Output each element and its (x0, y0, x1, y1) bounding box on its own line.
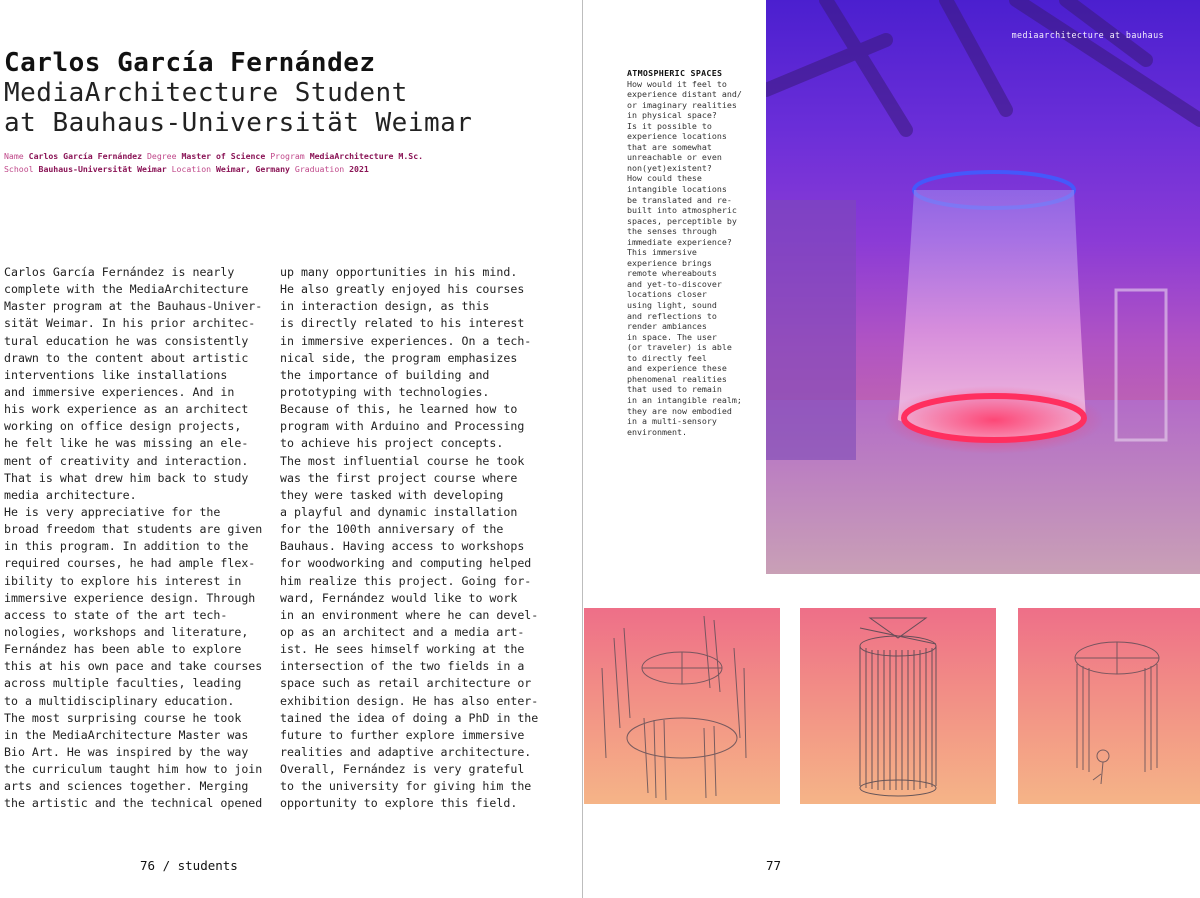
meta-name-label: Name (4, 151, 24, 161)
body-line: across multiple faculties, leading (4, 676, 242, 691)
render-closed-curtain (800, 608, 996, 804)
body-line: broad freedom that students are given (4, 522, 263, 537)
body-line: in immersive experiences. On a tech- (280, 333, 532, 348)
sidebar-line: that are somewhat (627, 141, 712, 152)
body-line: Fernández has been able to explore (4, 642, 242, 657)
meta-school-value: Bauhaus-Universität Weimar (38, 164, 167, 174)
installation-photo (766, 0, 1200, 574)
body-line: the importance of building and (280, 367, 490, 382)
body-line: He is very appreciative for the (4, 504, 221, 519)
body-line: ist. He sees himself working at the (280, 642, 525, 657)
meta-line-1 (4, 150, 574, 163)
render-exploded-illustration (584, 608, 780, 804)
sidebar-line: locations closer (627, 289, 707, 300)
render-visitor-view (1018, 608, 1200, 804)
body-line: Carlos García Fernández is nearly (4, 265, 235, 279)
body-line: was the first project course where (280, 470, 518, 485)
meta-location-value: Weimar, Germany (216, 164, 290, 174)
body-line: in an environment where he can devel- (280, 607, 539, 622)
sidebar-line: How could these (627, 173, 702, 184)
page-number-left: 76 / students (140, 858, 238, 873)
body-line: working on office design projects, (4, 419, 242, 434)
meta-line-2 (4, 163, 574, 176)
body-line: a playful and dynamic installation (280, 504, 518, 519)
body-line: in interaction design, as this (280, 299, 490, 314)
body-line: tural education he was consistently (4, 333, 249, 348)
body-line: is directly related to his interest (280, 316, 525, 331)
sidebar-line: (or traveler) is able (627, 342, 732, 353)
body-line: and immersive experiences. And in (4, 384, 235, 399)
article-title (4, 48, 564, 138)
sidebar-line: the senses through (627, 226, 717, 237)
sidebar-line: using light, sound (627, 300, 717, 311)
body-line: they were tasked with developing (280, 487, 504, 502)
body-line: the artistic and the technical opened (4, 796, 263, 811)
sidebar-line: that used to remain (627, 384, 722, 395)
body-line: opportunity to explore this field. (280, 796, 518, 811)
body-line: Bio Art. He was inspired by the way (4, 744, 249, 759)
body-line: tained the idea of doing a PhD in the (280, 710, 539, 725)
meta-graduation-value: 2021 (349, 164, 369, 174)
body-line: Bauhaus. Having access to workshops (280, 539, 525, 554)
student-meta (4, 150, 574, 176)
body-line: program with Arduino and Processing (280, 419, 525, 434)
sidebar-line: in physical space? (627, 110, 717, 121)
title-role-line-2: at Bauhaus-Universität Weimar (4, 108, 473, 138)
sidebar-line: remote whereabouts (627, 268, 717, 279)
body-line: in the MediaArchitecture Master was (4, 727, 249, 742)
body-line: to achieve his project concepts. (280, 436, 504, 451)
body-line: to a multidisciplinary education. (4, 693, 235, 708)
body-line: ment of creativity and interaction. (4, 453, 249, 468)
sidebar-line: This immersive (627, 247, 697, 258)
render-closed-illustration (800, 608, 996, 804)
meta-name-value: Carlos García Fernández (28, 151, 143, 161)
body-column-1 (4, 264, 270, 813)
body-line: media architecture. (4, 487, 137, 502)
body-line: nical side, the program emphasizes (280, 350, 518, 365)
sidebar-line: built into atmospheric (627, 205, 737, 216)
body-line: prototyping with technologies. (280, 384, 490, 399)
sidebar-line: to directly feel (627, 352, 707, 363)
body-line: future to further explore immersive (280, 727, 525, 742)
sidebar-line: How would it feel to (627, 78, 727, 89)
running-head: mediaarchitecture at bauhaus (1011, 30, 1164, 40)
sidebar-line: immediate experience? (627, 236, 732, 247)
meta-program-label: Program (270, 151, 305, 161)
body-column-2 (280, 264, 550, 813)
sidebar-line: render ambiances (627, 321, 707, 332)
meta-school-label: School (4, 164, 34, 174)
body-line: ibility to explore his interest in (4, 573, 242, 588)
sidebar-line: in space. The user (627, 331, 717, 342)
body-line: sität Weimar. In his prior architec- (4, 316, 256, 331)
body-line: The most surprising course he took (4, 710, 242, 725)
spread-gutter (582, 0, 583, 898)
body-line: in this program. In addition to the (4, 539, 249, 554)
body-line: him realize this project. Going for- (280, 573, 532, 588)
sidebar-line: intangible locations (627, 184, 727, 195)
sidebar-line: in an intangible realm; (627, 394, 742, 405)
title-role-line-1: MediaArchitecture Student (4, 78, 408, 108)
sidebar-line: experience distant and/ (627, 89, 742, 100)
body-line: complete with the MediaArchitecture (4, 282, 249, 297)
sidebar-line: in a multi-sensory (627, 416, 717, 427)
sidebar-heading: ATMOSPHERIC SPACES (627, 68, 723, 78)
body-line: to the university for giving him the (280, 779, 532, 794)
photo-door (766, 200, 856, 460)
title-name: Carlos García Fernández (4, 48, 376, 78)
body-line: immersive experience design. Through (4, 590, 256, 605)
body-line: He also greatly enjoyed his courses (280, 282, 525, 297)
body-line: op as an architect and a media art- (280, 624, 525, 639)
body-line: the curriculum taught him how to join (4, 762, 263, 777)
sidebar-line: experience brings (627, 257, 712, 268)
meta-degree-label: Degree (146, 151, 177, 161)
body-line: this at his own pace and take courses (4, 659, 263, 674)
body-line: The most influential course he took (280, 453, 525, 468)
render-visitor-illustration (1018, 608, 1200, 804)
body-line: exhibition design. He has also enter- (280, 693, 539, 708)
body-line: access to state of the art tech- (4, 607, 228, 622)
sidebar-line: or imaginary realities (627, 99, 737, 110)
sidebar-line: unreachable or even (627, 152, 722, 163)
body-line: ward, Fernández would like to work (280, 590, 518, 605)
body-line: up many opportunities in his mind. (280, 265, 518, 279)
body-line: nologies, workshops and literature, (4, 624, 249, 639)
body-line: his work experience as an architect (4, 402, 249, 417)
meta-degree-value: Master of Science (181, 151, 266, 161)
body-line: Because of this, he learned how to (280, 402, 518, 417)
body-line: for woodworking and computing helped (280, 556, 532, 571)
body-line: Master program at the Bauhaus-Univer- (4, 299, 263, 314)
body-line: he felt like he was missing an ele- (4, 436, 249, 451)
body-line: arts and sciences together. Merging (4, 779, 249, 794)
installation-photo-illustration (766, 0, 1200, 574)
meta-graduation-label: Graduation (294, 164, 345, 174)
render-exploded-view (584, 608, 780, 804)
meta-program-value: MediaArchitecture M.Sc. (309, 151, 424, 161)
sidebar-line: they are now embodied (627, 405, 732, 416)
photo-ceiling-pipes (766, 0, 1200, 130)
sidebar-text (627, 68, 762, 437)
sidebar-line: spaces, perceptible by (627, 215, 737, 226)
sidebar-line: experience locations (627, 131, 727, 142)
body-line: for the 100th anniversary of the (280, 522, 504, 537)
body-line: interventions like installations (4, 367, 228, 382)
body-line: intersection of the two fields in a (280, 659, 525, 674)
body-line: required courses, he had ample flex- (4, 556, 256, 571)
body-line: realities and adaptive architecture. (280, 744, 532, 759)
sidebar-line: and experience these (627, 363, 727, 374)
sidebar-line: phenomenal realities (627, 373, 727, 384)
body-line: space such as retail architecture or (280, 676, 532, 691)
page-number-right: 77 (766, 858, 782, 873)
sidebar-line: Is it possible to (627, 120, 712, 131)
sidebar-line: non(yet)existent? (627, 162, 712, 173)
body-line: That is what drew him back to study (4, 470, 249, 485)
sidebar-line: and yet-to-discover (627, 278, 722, 289)
sidebar-body (627, 79, 762, 438)
sidebar-line: and reflections to (627, 310, 717, 321)
sidebar-line: be translated and re- (627, 194, 732, 205)
body-line: drawn to the content about artistic (4, 350, 249, 365)
sidebar-line: environment. (627, 426, 687, 437)
body-line: Overall, Fernández is very grateful (280, 762, 525, 777)
meta-location-label: Location (171, 164, 212, 174)
